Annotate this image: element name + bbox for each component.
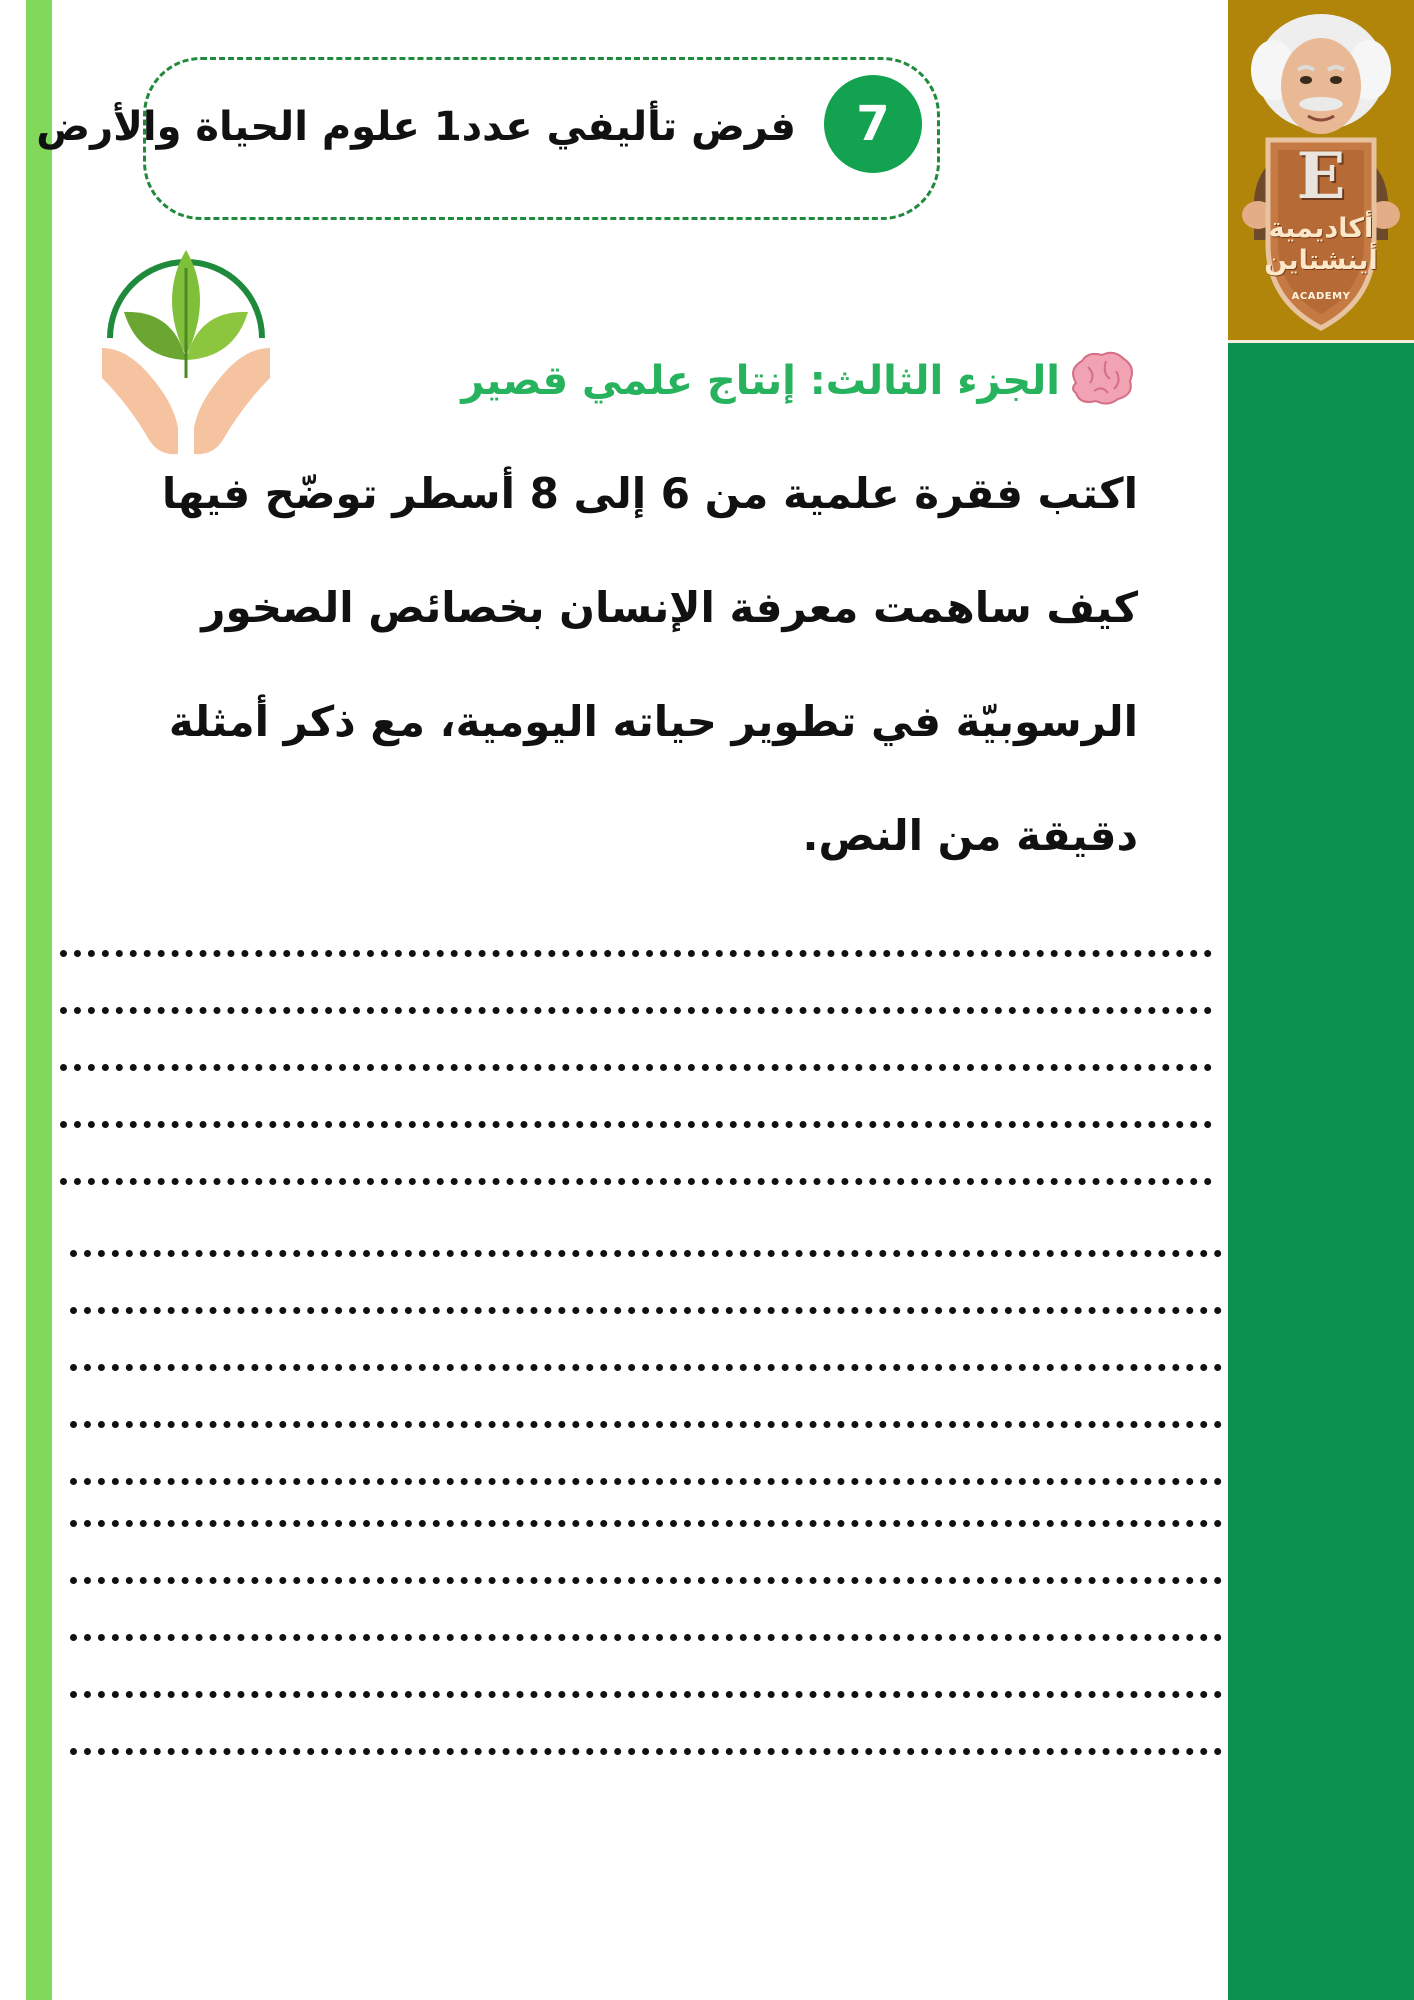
instruction-line: اكتب فقرة علمية من 6 إلى 8 أسطر توضّح فيها [161,469,1138,518]
answer-line[interactable] [70,1307,1222,1314]
answer-line[interactable] [70,1250,1222,1257]
plant-in-hands-icon [98,228,274,464]
answer-line[interactable] [70,1634,1222,1641]
academy-logo [1228,0,1414,343]
logo-text-line2: أينشتاين [1264,245,1378,276]
answer-line[interactable] [70,1577,1222,1584]
answer-line[interactable] [60,1178,1212,1185]
answer-line[interactable] [60,950,1212,957]
answer-line[interactable] [70,1748,1222,1755]
question-number-badge: 7 [824,75,922,173]
instruction-line: كيف ساهمت معرفة الإنسان بخصائص الصخور [201,583,1138,632]
answer-line[interactable] [70,1478,1222,1485]
brain-icon [1066,349,1136,409]
logo-text-line1: أكاديمية [1268,213,1374,244]
answer-line[interactable] [70,1520,1222,1527]
answer-line[interactable] [70,1364,1222,1371]
page-title: فرض تأليفي عدد1 علوم الحياة والأرض [36,104,796,150]
section-heading: الجزء الثالث: إنتاج علمي قصير [461,358,1060,404]
answer-line[interactable] [60,1064,1212,1071]
instruction-line: الرسوبيّة في تطوير حياته اليومية، مع ذكر أمثلة [168,697,1138,746]
answer-line[interactable] [70,1691,1222,1698]
left-accent-strip [26,0,52,2000]
logo-text-line3: ACADEMY [1291,291,1351,302]
answer-line[interactable] [60,1121,1212,1128]
answer-line[interactable] [60,1007,1212,1014]
instruction-line: دقيقة من النص. [802,811,1138,860]
logo-letter: E [1296,139,1346,214]
answer-line[interactable] [70,1421,1222,1428]
